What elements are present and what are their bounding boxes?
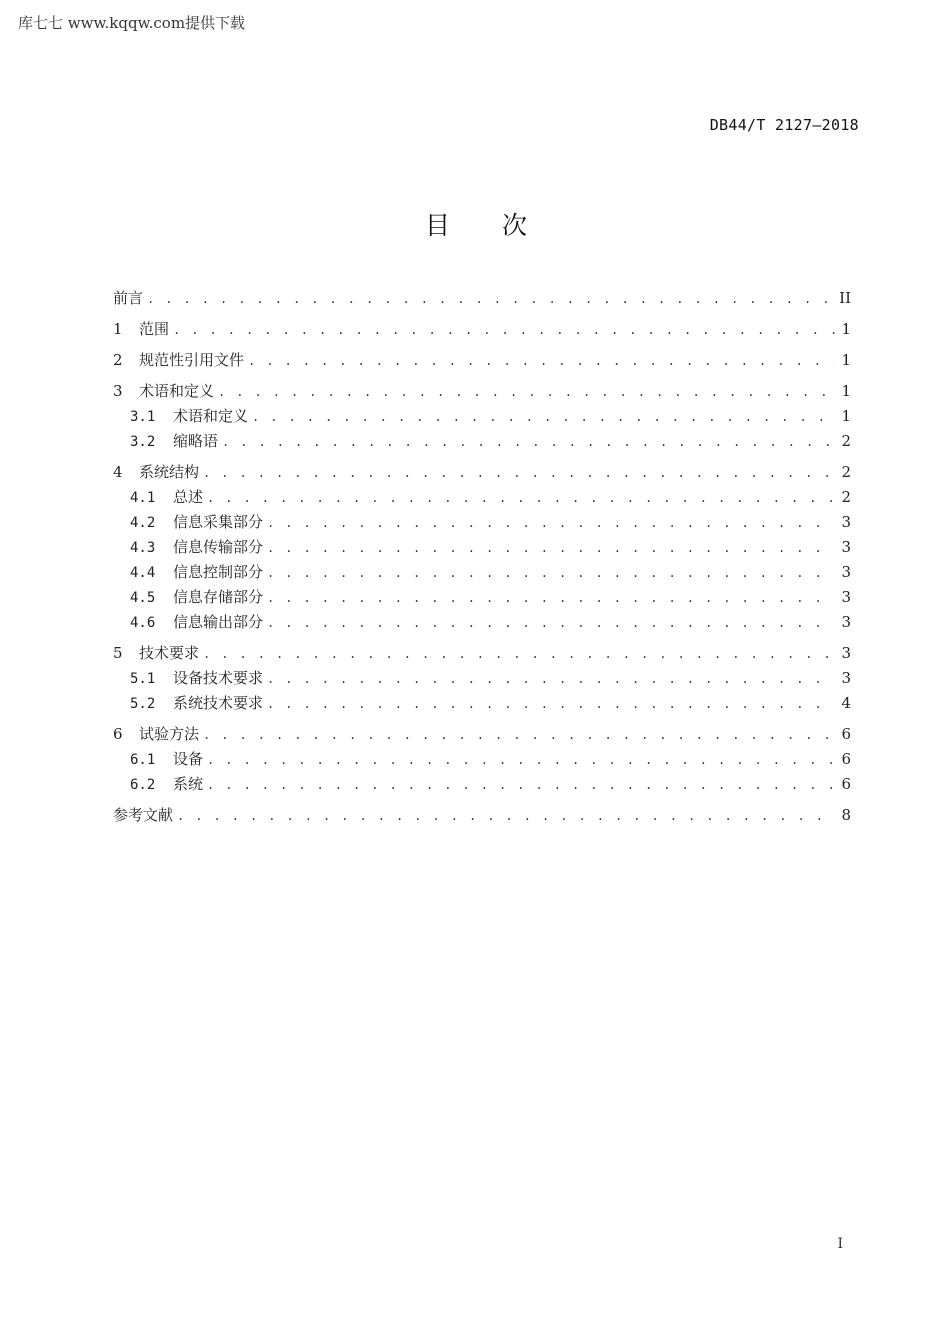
toc-entry[interactable] xyxy=(113,379,851,404)
toc-entry[interactable] xyxy=(113,286,851,311)
toc-leader-dots xyxy=(177,804,835,829)
toc-entry-number: 6.1 xyxy=(130,752,156,768)
toc-entry-label: 术语和定义 xyxy=(139,382,215,400)
toc-leader-dots xyxy=(267,511,835,536)
toc-entry-page: 2 xyxy=(841,463,851,481)
toc-entry-label: 术语和定义 xyxy=(173,407,249,425)
toc-entry-label: 系统结构 xyxy=(139,463,200,481)
toc-leader-dots xyxy=(203,461,835,486)
toc-entry-page: 1 xyxy=(841,320,851,338)
page-title: 目 次 xyxy=(425,211,549,240)
toc-entry-label: 信息传输部分 xyxy=(173,538,264,556)
toc-entry-number: 4.6 xyxy=(130,615,156,631)
toc-entry-label: 信息采集部分 xyxy=(173,513,264,531)
toc-leader-dots xyxy=(207,748,835,773)
toc-entry-number: 3.1 xyxy=(130,409,156,425)
toc-entry-page: 3 xyxy=(841,644,851,662)
toc-entry[interactable] xyxy=(113,610,851,635)
toc-entry-page: 3 xyxy=(841,563,851,581)
toc-leader-dots xyxy=(222,430,835,455)
toc-leader-dots xyxy=(267,667,835,692)
toc-entry-number: 4.5 xyxy=(130,590,156,606)
toc-entry[interactable] xyxy=(113,485,851,510)
toc-entry[interactable] xyxy=(113,772,851,797)
toc-entry-number: 5.2 xyxy=(130,696,156,712)
toc-entry-label: 设备 xyxy=(173,750,204,768)
toc-leader-dots xyxy=(207,773,835,798)
toc-entry-number: 6.2 xyxy=(130,777,156,793)
toc-entry-number: 4 xyxy=(113,463,123,481)
toc-entry-page: 1 xyxy=(841,407,851,425)
toc-entry-page: 1 xyxy=(841,351,851,369)
toc-entry-label: 参考文献 xyxy=(113,806,174,824)
table-of-contents xyxy=(113,286,851,828)
toc-entry-number: 3 xyxy=(113,382,123,400)
toc-entry-page: 3 xyxy=(841,669,851,687)
toc-entry-number: 1 xyxy=(113,320,123,338)
toc-entry-number: 5.1 xyxy=(130,671,156,687)
toc-entry-number: 4.3 xyxy=(130,540,156,556)
toc-leader-dots xyxy=(207,486,835,511)
toc-entry[interactable] xyxy=(113,691,851,716)
toc-entry-label: 范围 xyxy=(139,320,170,338)
toc-entry-label: 信息输出部分 xyxy=(173,613,264,631)
toc-entry-page: 6 xyxy=(841,775,851,793)
toc-entry[interactable] xyxy=(113,429,851,454)
toc-entry[interactable] xyxy=(113,348,851,373)
toc-entry[interactable] xyxy=(113,747,851,772)
toc-entry-page: 3 xyxy=(841,588,851,606)
toc-leader-dots xyxy=(267,561,835,586)
toc-entry-label: 技术要求 xyxy=(139,644,200,662)
toc-entry[interactable] xyxy=(113,317,851,342)
toc-entry-label: 系统 xyxy=(173,775,204,793)
toc-entry-label: 信息存储部分 xyxy=(173,588,264,606)
toc-leader-dots xyxy=(267,692,835,717)
toc-entry-page: 2 xyxy=(841,488,851,506)
toc-entry[interactable] xyxy=(113,641,851,666)
toc-entry-label: 信息控制部分 xyxy=(173,563,264,581)
toc-entry[interactable] xyxy=(113,666,851,691)
toc-entry[interactable] xyxy=(113,722,851,747)
toc-leader-dots xyxy=(248,349,835,374)
toc-entry-page: 3 xyxy=(841,613,851,631)
toc-entry-number: 6 xyxy=(113,725,123,743)
toc-entry-label: 前言 xyxy=(113,289,144,307)
toc-entry-label: 缩略语 xyxy=(173,432,219,450)
toc-entry-number: 4.4 xyxy=(130,565,156,581)
toc-leader-dots xyxy=(218,380,835,405)
toc-leader-dots xyxy=(267,536,835,561)
standard-code: DB44/T 2127—2018 xyxy=(709,116,859,134)
toc-entry-number: 4.1 xyxy=(130,490,156,506)
toc-entry[interactable] xyxy=(113,404,851,429)
toc-entry-page: 4 xyxy=(841,694,851,712)
toc-entry-label: 试验方法 xyxy=(139,725,200,743)
toc-entry-page: 8 xyxy=(841,806,851,824)
toc-entry[interactable] xyxy=(113,560,851,585)
toc-leader-dots xyxy=(267,586,835,611)
toc-leader-dots xyxy=(203,642,835,667)
toc-entry-label: 设备技术要求 xyxy=(173,669,264,687)
toc-entry-number: 5 xyxy=(113,644,123,662)
toc-entry[interactable] xyxy=(113,535,851,560)
toc-entry-page: II xyxy=(839,289,851,307)
toc-entry-page: 6 xyxy=(841,725,851,743)
toc-leader-dots xyxy=(267,611,835,636)
toc-entry-number: 4.2 xyxy=(130,515,156,531)
toc-entry-number: 3.2 xyxy=(130,434,156,450)
toc-entry-page: 6 xyxy=(841,750,851,768)
toc-entry-page: 2 xyxy=(841,432,851,450)
toc-entry[interactable] xyxy=(113,460,851,485)
page-number: I xyxy=(837,1236,843,1252)
toc-entry-page: 3 xyxy=(841,538,851,556)
toc-entry-label: 规范性引用文件 xyxy=(139,351,245,369)
toc-leader-dots xyxy=(203,723,835,748)
toc-leader-dots xyxy=(147,287,833,312)
toc-entry[interactable] xyxy=(113,510,851,535)
toc-entry[interactable] xyxy=(113,585,851,610)
toc-entry-page: 1 xyxy=(841,382,851,400)
watermark-text: 库七七 www.kqqw.com提供下载 xyxy=(18,14,246,32)
toc-entry[interactable] xyxy=(113,803,851,828)
toc-entry-label: 系统技术要求 xyxy=(173,694,264,712)
toc-leader-dots xyxy=(252,405,835,430)
toc-entry-label: 总述 xyxy=(173,488,204,506)
toc-entry-number: 2 xyxy=(113,351,123,369)
toc-leader-dots xyxy=(173,318,835,343)
toc-entry-page: 3 xyxy=(841,513,851,531)
